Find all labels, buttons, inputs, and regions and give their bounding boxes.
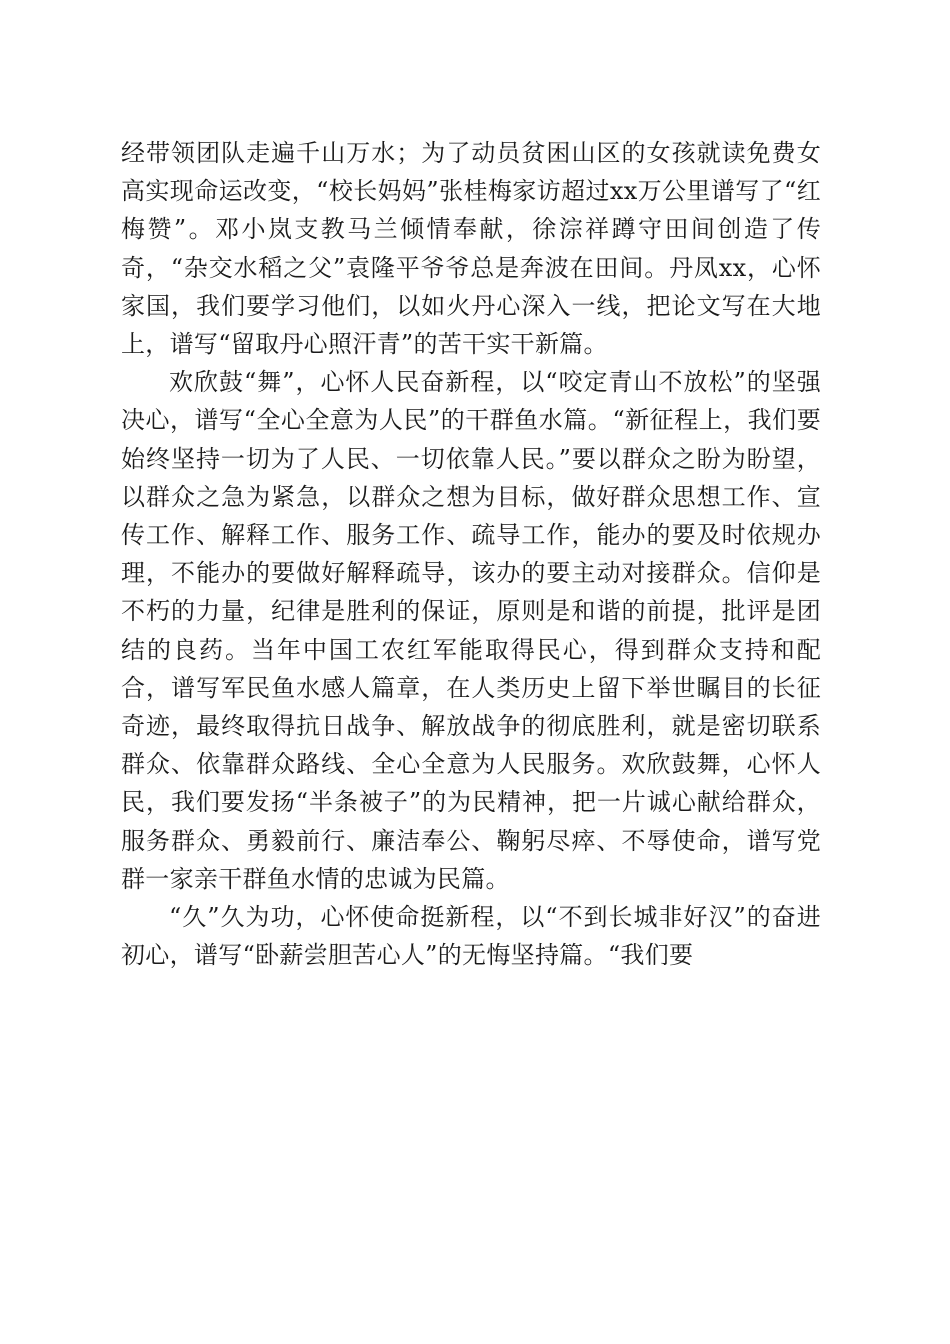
document-body [121,134,821,974]
paragraph-continuation: 经带领团队走遍千山万水；为了动员贫困山区的女孩就读免费女高实现命运改变，“校长妈妈”张桂梅家访超过xx万公里谱写了“红梅赞”。邓小岚支教马兰倾情奉献，徐淙祥蹲守田间创造了传奇，“杂交水稻之父”袁隆平爷爷总是奔波在田间。丹凤xx，心怀家国，我们要学习他们，以如火丹心深入一线，把论文写在大地上，谱写“留取丹心照汗青”的苦干实干新篇。 [121,139,821,359]
paragraph-people: 欢欣鼓“舞”，心怀人民奋新程，以“咬定青山不放松”的坚强决心，谱写“全心全意为人民”的干群鱼水篇。“新征程上，我们要始终坚持一切为了人民、一切依靠人民。”要以群众之盼为盼望，以群众之急为紧急，以群众之想为目标，做好群众思想工作、宣传工作、解释工作、服务工作、疏导工作，能办的要及时依规办理，不能办的要做好解释疏导，该办的要主动对接群众。信仰是不朽的力量，纪律是胜利的保证，原则是和谐的前提，批评是团结的良药。当年中国工农红军能取得民心，得到群众支持和配合，谱写军民鱼水感人篇章，在人类历史上留下举世瞩目的长征奇迹，最终取得抗日战争、解放战争的彻底胜利，就是密切联系群众、依靠群众路线、全心全意为人民服务。欢欣鼓舞，心怀人民，我们要发扬“半条被子”的为民精神，把一片诚心献给群众，服务群众、勇毅前行、廉洁奉公、鞠躬尽瘁、不辱使命，谱写党群一家亲干群鱼水情的忠诚为民篇。 [121,368,821,893]
paragraph-mission: “久”久为功，心怀使命挺新程，以“不到长城非好汉”的奋进初心，谱写“卧薪尝胆苦心人”的无悔坚持篇。“我们要 [121,903,821,970]
